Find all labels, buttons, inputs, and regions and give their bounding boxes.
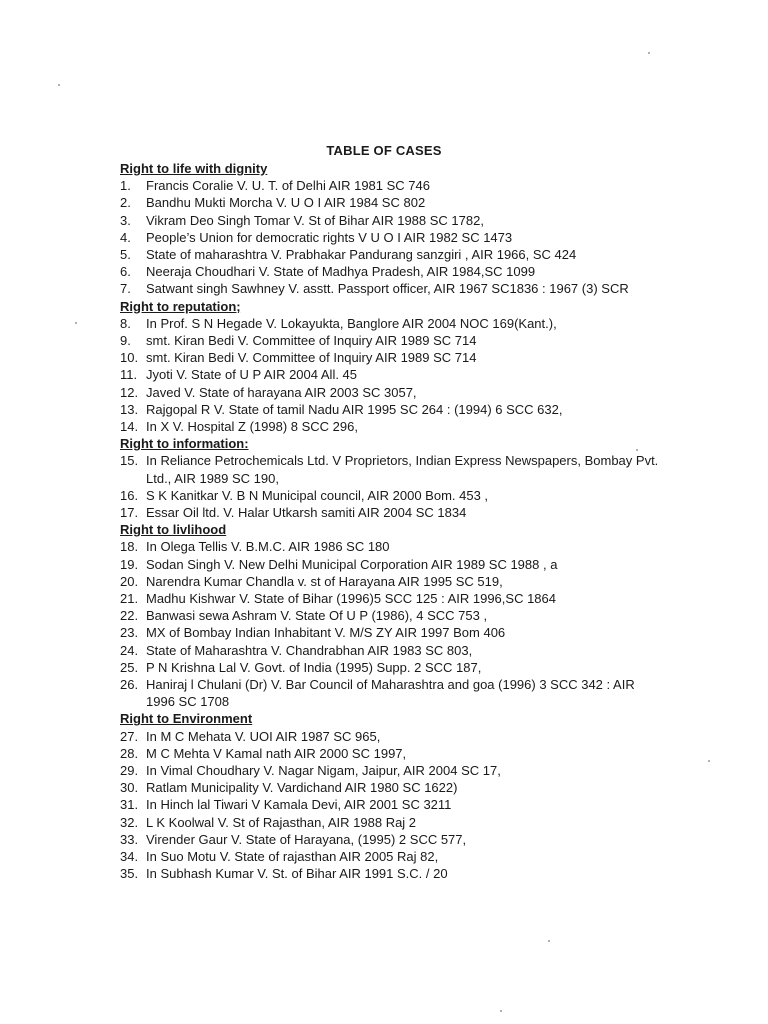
case-item bbox=[120, 848, 665, 865]
section-heading: Right to Environment bbox=[120, 711, 253, 727]
case-number: 9. bbox=[120, 333, 131, 348]
case-citation: Ratlam Municipality V. Vardichand AIR 1980 SC 1622) bbox=[146, 780, 458, 796]
case-citation: Neeraja Choudhari V. State of Madhya Pradesh, AIR 1984,SC 1099 bbox=[146, 264, 536, 280]
case-citation: Javed V. State of harayana AIR 2003 SC 3057, bbox=[146, 384, 417, 400]
case-number: 12. bbox=[120, 384, 139, 400]
case-item bbox=[120, 315, 665, 332]
case-item bbox=[120, 624, 665, 641]
case-item bbox=[120, 452, 665, 486]
scan-speck bbox=[708, 760, 710, 762]
case-citation: In Reliance Petrochemicals Ltd. V Proprietors, Indian Express Newspapers, Bombay Pvt. Ltd., AIR 1989 SC 190, bbox=[146, 453, 659, 486]
case-number: 3. bbox=[120, 212, 131, 228]
page-title: TABLE OF CASES bbox=[326, 143, 442, 158]
case-number: 1. bbox=[120, 178, 131, 194]
case-number: 30. bbox=[120, 780, 139, 796]
case-list bbox=[120, 160, 665, 882]
case-item bbox=[120, 676, 665, 710]
case-citation: Bandhu Mukti Morcha V. U O I AIR 1984 SC 802 bbox=[146, 195, 426, 211]
case-citation: M C Mehta V Kamal nath AIR 2000 SC 1997, bbox=[146, 745, 407, 761]
case-number: 33. bbox=[120, 831, 139, 847]
case-number: 14. bbox=[120, 419, 139, 435]
case-item bbox=[120, 831, 665, 848]
case-number: 6. bbox=[120, 264, 131, 280]
scan-speck bbox=[548, 940, 550, 942]
case-item bbox=[120, 332, 665, 349]
case-item bbox=[120, 418, 665, 435]
section-heading: Right to livlihood bbox=[120, 522, 227, 538]
case-citation: In Olega Tellis V. B.M.C. AIR 1986 SC 180 bbox=[146, 539, 390, 555]
case-item bbox=[120, 796, 665, 813]
scan-speck bbox=[648, 52, 650, 54]
case-number: 16. bbox=[120, 487, 139, 503]
case-citation: In X V. Hospital Z (1998) 8 SCC 296, bbox=[146, 419, 358, 435]
case-item bbox=[120, 762, 665, 779]
case-number: 20. bbox=[120, 573, 139, 589]
case-citation: S K Kanitkar V. B N Municipal council, AIR 2000 Bom. 453 , bbox=[146, 487, 489, 503]
case-citation: State of Maharashtra V. Chandrabhan AIR 1983 SC 803, bbox=[146, 642, 473, 658]
case-item bbox=[120, 504, 665, 521]
case-citation: In M C Mehata V. UOI AIR 1987 SC 965, bbox=[146, 728, 381, 744]
case-number: 26. bbox=[120, 677, 139, 693]
case-item bbox=[120, 573, 665, 590]
scan-speck bbox=[636, 449, 638, 451]
scan-speck bbox=[75, 322, 77, 324]
case-item bbox=[120, 246, 665, 263]
case-number: 8. bbox=[120, 315, 131, 331]
case-citation: In Vimal Choudhary V. Nagar Nigam, Jaipur, AIR 2004 SC 17, bbox=[146, 763, 501, 779]
case-item bbox=[120, 556, 665, 573]
case-citation: State of maharashtra V. Prabhakar Pandurang sanzgiri , AIR 1966, SC 424 bbox=[146, 247, 577, 262]
case-item bbox=[120, 212, 665, 229]
case-number: 28. bbox=[120, 745, 139, 761]
case-item bbox=[120, 194, 665, 211]
section-heading: Right to information: bbox=[120, 436, 249, 452]
case-number: 35. bbox=[120, 866, 139, 882]
case-item bbox=[120, 779, 665, 796]
case-citation: People’s Union for democratic rights V U O I AIR 1982 SC 1473 bbox=[146, 229, 513, 245]
case-citation: P N Krishna Lal V. Govt. of India (1995) Supp. 2 SCC 187, bbox=[146, 659, 482, 675]
case-citation: In Subhash Kumar V. St. of Bihar AIR 1991 S.C. / 20 bbox=[146, 866, 448, 882]
case-item bbox=[120, 728, 665, 745]
scan-speck bbox=[58, 84, 60, 86]
case-number: 27. bbox=[120, 728, 139, 744]
case-item bbox=[120, 366, 665, 383]
case-number: 29. bbox=[120, 763, 139, 779]
case-citation: smt. Kiran Bedi V. Committee of Inquiry AIR 1989 SC 714 bbox=[146, 333, 477, 348]
case-number: 32. bbox=[120, 814, 139, 830]
case-item bbox=[120, 814, 665, 831]
case-number: 31. bbox=[120, 797, 139, 813]
case-citation: Essar Oil ltd. V. Halar Utkarsh samiti AIR 2004 SC 1834 bbox=[146, 505, 467, 521]
scan-speck bbox=[500, 1010, 502, 1012]
case-number: 7. bbox=[120, 281, 131, 297]
case-number: 22. bbox=[120, 608, 139, 624]
case-item bbox=[120, 607, 665, 624]
case-item bbox=[120, 865, 665, 882]
case-citation: Banwasi sewa Ashram V. State Of U P (1986), 4 SCC 753 , bbox=[146, 608, 488, 624]
case-citation: Narendra Kumar Chandla v. st of Harayana AIR 1995 SC 519, bbox=[146, 573, 503, 589]
case-number: 17. bbox=[120, 505, 139, 521]
case-number: 19. bbox=[120, 556, 139, 572]
case-citation: Satwant singh Sawhney V. asstt. Passport officer, AIR 1967 SC1836 : 1967 (3) SCR bbox=[146, 281, 629, 297]
case-number: 15. bbox=[120, 453, 139, 469]
case-number: 13. bbox=[120, 401, 139, 417]
case-item bbox=[120, 280, 665, 297]
case-citation: Madhu Kishwar V. State of Bihar (1996)5 SCC 125 : AIR 1996,SC 1864 bbox=[146, 591, 556, 607]
case-number: 5. bbox=[120, 247, 131, 262]
case-item bbox=[120, 590, 665, 607]
case-citation: Jyoti V. State of U P AIR 2004 All. 45 bbox=[146, 367, 358, 383]
case-item bbox=[120, 263, 665, 280]
case-number: 34. bbox=[120, 849, 139, 865]
case-item bbox=[120, 487, 665, 504]
section-heading: Right to life with dignity bbox=[120, 161, 268, 176]
case-item bbox=[120, 745, 665, 762]
case-number: 2. bbox=[120, 195, 131, 211]
case-item bbox=[120, 229, 665, 246]
case-number: 4. bbox=[120, 229, 131, 245]
case-item bbox=[120, 349, 665, 366]
case-number: 10. bbox=[120, 350, 139, 366]
case-item bbox=[120, 384, 665, 401]
case-item bbox=[120, 401, 665, 418]
case-citation: smt. Kiran Bedi V. Committee of Inquiry AIR 1989 SC 714 bbox=[146, 350, 477, 366]
case-number: 24. bbox=[120, 642, 139, 658]
case-citation: L K Koolwal V. St of Rajasthan, AIR 1988 Raj 2 bbox=[146, 814, 417, 830]
case-number: 11. bbox=[120, 367, 138, 383]
section-heading: Right to reputation; bbox=[120, 298, 241, 314]
case-item bbox=[120, 642, 665, 659]
case-citation: In Prof. S N Hegade V. Lokayukta, Banglore AIR 2004 NOC 169(Kant.), bbox=[146, 315, 557, 331]
case-item bbox=[120, 659, 665, 676]
case-number: 18. bbox=[120, 539, 139, 555]
case-item bbox=[120, 538, 665, 555]
case-citation: MX of Bombay Indian Inhabitant V. M/S ZY AIR 1997 Bom 406 bbox=[146, 625, 506, 641]
case-citation: Sodan Singh V. New Delhi Municipal Corporation AIR 1989 SC 1988 , a bbox=[146, 556, 558, 572]
case-citation: Haniraj l Chulani (Dr) V. Bar Council of Maharashtra and goa (1996) 3 SCC 342 : AIR 1996 SC 1708 bbox=[146, 677, 635, 710]
case-citation: In Suo Motu V. State of rajasthan AIR 2005 Raj 82, bbox=[146, 849, 439, 865]
case-citation: In Hinch lal Tiwari V Kamala Devi, AIR 2001 SC 3211 bbox=[146, 797, 452, 813]
case-number: 25. bbox=[120, 659, 139, 675]
case-item bbox=[120, 177, 665, 194]
case-citation: Vikram Deo Singh Tomar V. St of Bihar AIR 1988 SC 1782, bbox=[146, 212, 484, 228]
case-citation: Rajgopal R V. State of tamil Nadu AIR 1995 SC 264 : (1994) 6 SCC 632, bbox=[146, 401, 563, 417]
case-number: 23. bbox=[120, 625, 139, 641]
case-citation: Virender Gaur V. State of Harayana, (1995) 2 SCC 577, bbox=[146, 831, 467, 847]
case-citation: Francis Coralie V. U. T. of Delhi AIR 1981 SC 746 bbox=[146, 178, 430, 194]
case-number: 21. bbox=[120, 591, 139, 607]
